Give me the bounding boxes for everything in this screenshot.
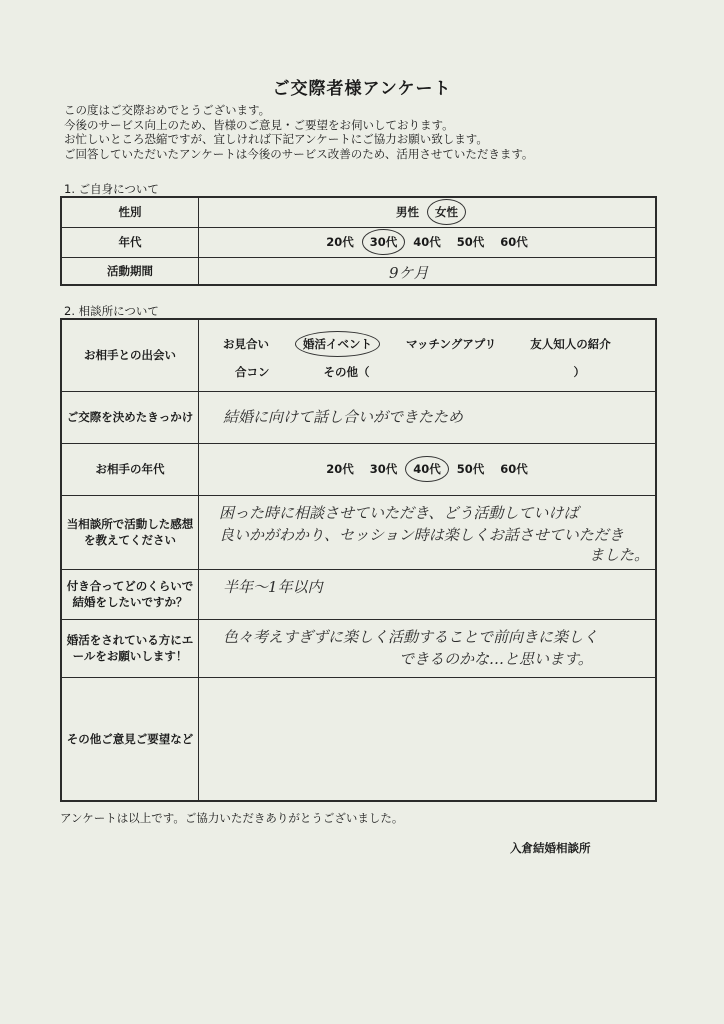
intro-line: 今後のサービス向上のため、皆様のご意見・ご要望をお伺いしております。	[64, 117, 454, 132]
marriage-timing-label: 付き合ってどのくらいで結婚をしたいですか？	[61, 569, 199, 619]
intro-line: この度はご交際おめでとうございます。	[64, 103, 271, 117]
cheer-row	[61, 619, 656, 677]
partner-age-field[interactable]	[199, 443, 657, 495]
section2-label: 2. 相談所について	[64, 304, 159, 318]
meeting-field[interactable]	[199, 319, 657, 391]
other-row	[61, 677, 656, 801]
partner-age-option-20[interactable]: 20代	[326, 462, 354, 476]
meeting-option-other[interactable]: その他（	[323, 365, 370, 379]
impression-answer-line: 困った時に相談させていただき、どう活動していけば	[219, 503, 579, 522]
meeting-option-event[interactable]: 婚活イベント	[303, 337, 372, 351]
meeting-row	[61, 319, 656, 391]
age-option-30[interactable]: 30代	[369, 235, 398, 249]
cheer-answer-line: 色々考えすぎずに楽しく活動することで前向きに楽しく	[223, 627, 599, 646]
impression-label: 当相談所で活動した感想を教えてください	[61, 495, 199, 569]
page-title: ご交際者様アンケート	[272, 79, 452, 99]
cheer-label: 婚活をされている方にエールをお願いします！	[61, 619, 199, 677]
impression-answer-line: ました。	[589, 545, 650, 564]
reason-label: ご交際を決めたきっかけ	[61, 391, 199, 443]
section1-table	[60, 196, 657, 286]
age-label: 年代	[61, 227, 199, 257]
other-field[interactable]	[199, 677, 657, 801]
age-option-40[interactable]: 40代	[413, 235, 441, 249]
gender-field[interactable]	[199, 197, 657, 227]
period-field[interactable]	[199, 257, 657, 285]
section2-table	[60, 318, 657, 802]
marriage-timing-field[interactable]	[199, 569, 657, 619]
office-name: 入倉結婚相談所	[510, 841, 591, 855]
partner-age-option-60[interactable]: 60代	[500, 462, 528, 476]
section1-label: 1. ご自身について	[64, 182, 159, 196]
period-row	[61, 257, 656, 285]
intro-line: ご回答していただいたアンケートは今後のサービス改善のため、活用させていただきます。	[64, 146, 534, 161]
age-option-60[interactable]: 60代	[500, 235, 528, 249]
age-option-50[interactable]: 50代	[456, 235, 485, 249]
age-field[interactable]	[199, 227, 657, 257]
marriage-timing-row	[61, 569, 656, 619]
other-label: その他ご意見ご要望など	[61, 677, 199, 801]
age-option-20[interactable]: 20代	[326, 235, 354, 249]
meeting-option-friend[interactable]: 友人知人の紹介	[530, 337, 611, 351]
intro-line: お忙しいところ恐縮ですが、宜しければ下記アンケートにご協力お願い致します。	[64, 132, 488, 146]
meeting-option-other-close: ）	[573, 365, 585, 379]
impression-answer-line: 良いかがわかり、セッション時は楽しくお話させていただき	[219, 525, 624, 544]
reason-row	[61, 391, 656, 443]
meeting-option-app[interactable]: マッチングアプリ	[406, 337, 497, 351]
reason-answer: 結婚に向けて話し合いができたため	[223, 407, 464, 426]
meeting-label: お相手との出会い	[61, 319, 199, 391]
impression-row	[61, 495, 656, 569]
partner-age-option-30[interactable]: 30代	[369, 462, 398, 476]
intro-text	[64, 103, 664, 161]
gender-option-male[interactable]: 男性	[396, 205, 419, 220]
gender-label: 性別	[61, 197, 199, 227]
period-answer: 9ケ月	[389, 263, 429, 282]
meeting-option-goukon[interactable]: 合コン	[235, 365, 270, 379]
closing-text: アンケートは以上です。ご協力いただきありがとうございました。	[60, 811, 404, 825]
gender-option-female[interactable]: 女性	[435, 205, 458, 220]
impression-field[interactable]	[199, 495, 657, 569]
partner-age-option-40[interactable]: 40代	[413, 462, 441, 476]
meeting-option-omiai[interactable]: お見合い	[223, 337, 269, 351]
cheer-field[interactable]	[199, 619, 657, 677]
partner-age-label: お相手の年代	[61, 443, 199, 495]
cheer-answer-line: できるのかな…と思います。	[399, 649, 593, 668]
partner-age-option-50[interactable]: 50代	[456, 462, 485, 476]
period-label: 活動期間	[61, 257, 199, 285]
partner-age-row	[61, 443, 656, 495]
marriage-timing-answer: 半年〜1年以内	[223, 577, 323, 596]
gender-row	[61, 197, 656, 227]
reason-field[interactable]	[199, 391, 657, 443]
age-row	[61, 227, 656, 257]
